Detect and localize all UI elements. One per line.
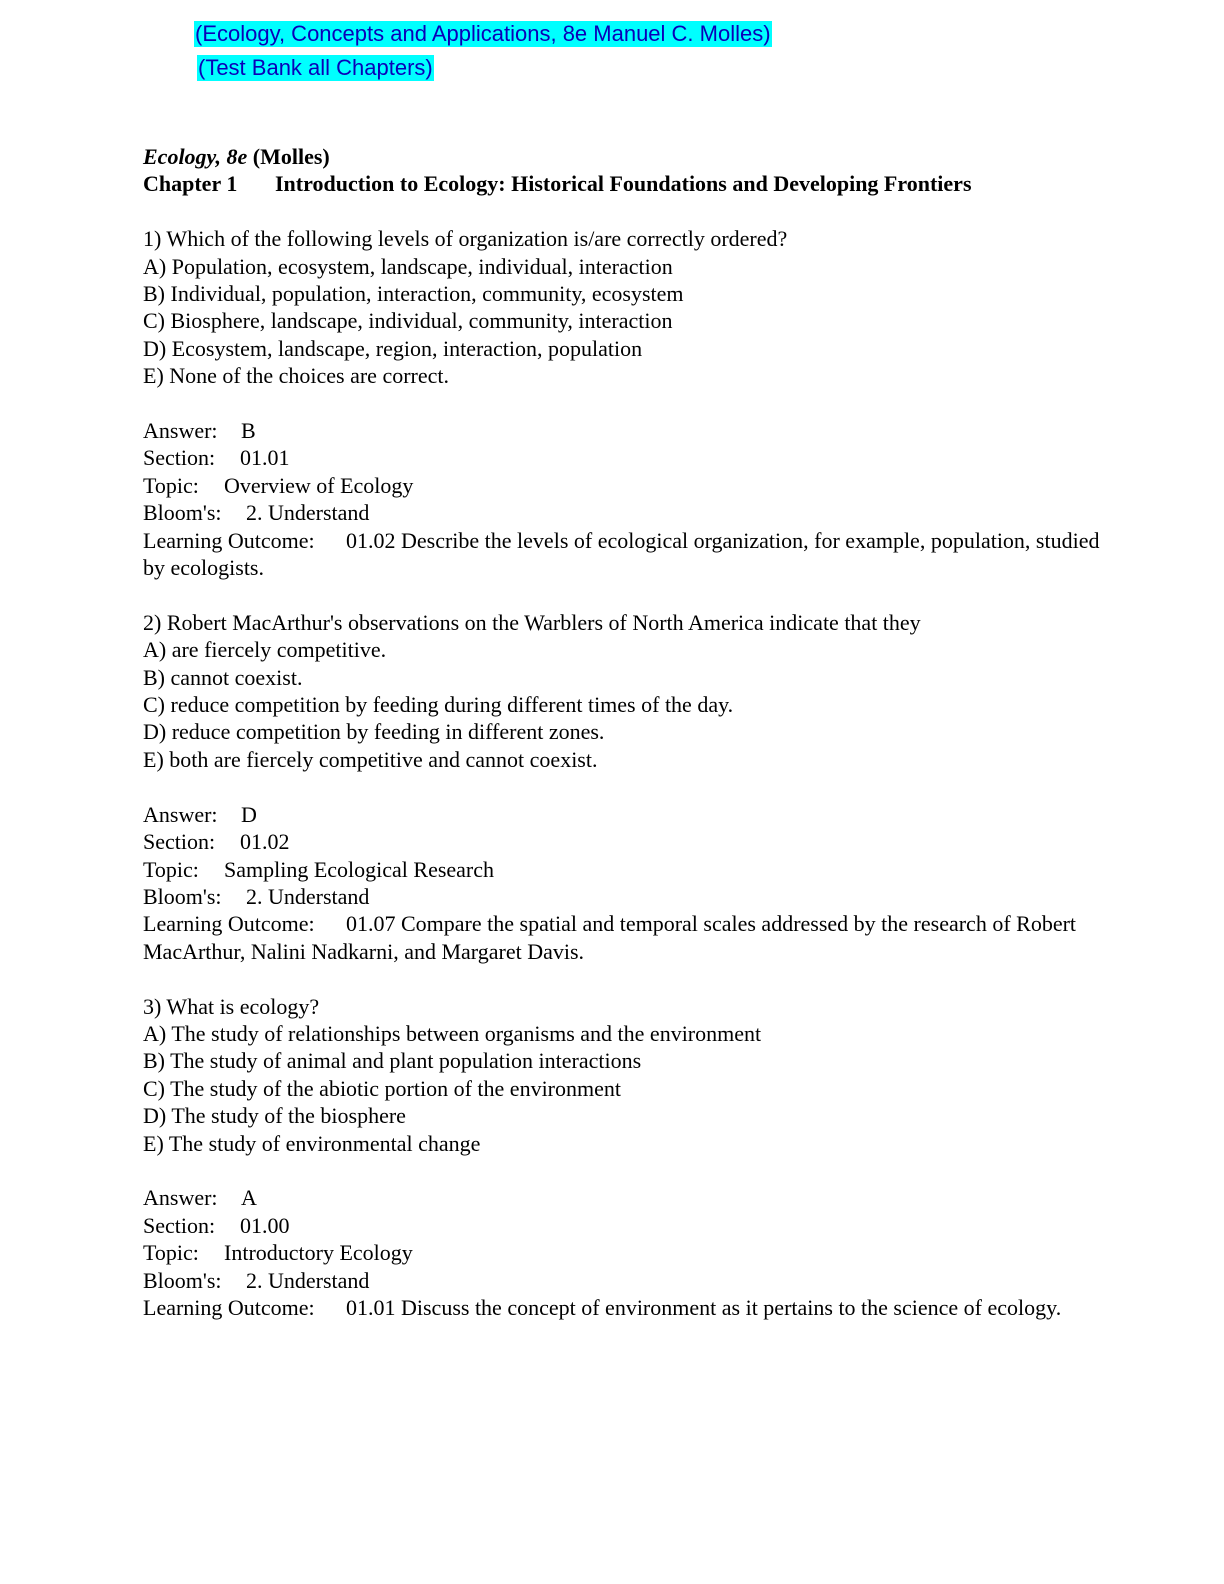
section-line <box>143 828 1103 855</box>
learning-outcome-value: 01.07 Compare the spatial and temporal scales addressed by the research of Robert MacArthur, Nalini Nadkarni, and Margaret Davis. <box>143 911 1077 964</box>
learning-outcome-value: 01.02 Describe the levels of ecological organization, for example, population, studied by ecologists. <box>143 527 1100 581</box>
question-block <box>143 609 1103 965</box>
blooms-line <box>143 499 1103 526</box>
document-body <box>143 143 1103 1321</box>
learning-outcome-label: Learning Outcome: <box>143 527 315 553</box>
answer-choice: B) Individual, population, interaction, community, ecosystem <box>143 281 684 307</box>
learning-outcome-label: Learning Outcome: <box>143 1294 315 1320</box>
answer-choice: A) are fiercely competitive. <box>143 637 387 663</box>
blooms-label: Bloom's: <box>143 1267 222 1293</box>
blooms-label: Bloom's: <box>143 500 222 526</box>
learning-outcome-label: Learning Outcome: <box>143 911 315 937</box>
blooms-value: 2. Understand <box>246 500 370 526</box>
topic-value: Introductory Ecology <box>224 1240 413 1266</box>
question-text: 2) Robert MacArthur's observations on the Warblers of North America indicate that they <box>143 609 921 635</box>
answer-choice: D) reduce competition by feeding in different zones. <box>143 719 605 745</box>
answer-choice: A) Population, ecosystem, landscape, individual, interaction <box>143 253 673 279</box>
answer-choice: C) The study of the abiotic portion of the environment <box>143 1075 621 1101</box>
answer-line <box>143 1184 1103 1211</box>
answer-line <box>143 801 1103 828</box>
answer-value: B <box>241 418 256 444</box>
answer-choice: C) Biosphere, landscape, individual, community, interaction <box>143 308 673 334</box>
topic-label: Topic: <box>143 1240 199 1266</box>
learning-outcome-value: 01.01 Discuss the concept of environment as it pertains to the science of ecology. <box>346 1294 1062 1320</box>
book-title: Ecology, 8e <box>143 144 248 169</box>
question-text: 3) What is ecology? <box>143 993 320 1019</box>
blooms-line <box>143 1267 1103 1294</box>
section-label: Section: <box>143 1212 216 1238</box>
book-author: (Molles) <box>252 144 330 169</box>
section-value: 01.00 <box>240 1212 290 1238</box>
highlighted-header-title: (Ecology, Concepts and Applications, 8e Manuel C. Molles) <box>195 21 771 46</box>
answer-choice: E) both are fiercely competitive and cannot coexist. <box>143 746 598 772</box>
topic-line <box>143 1239 1103 1266</box>
question-block <box>143 225 1103 581</box>
answer-choice: D) Ecosystem, landscape, region, interaction, population <box>143 335 643 361</box>
answer-choice: C) reduce competition by feeding during different times of the day. <box>143 692 734 718</box>
topic-value: Sampling Ecological Research <box>224 856 495 882</box>
chapter-title: Introduction to Ecology: Historical Foundations and Developing Frontiers <box>275 171 972 197</box>
question-block <box>143 993 1103 1322</box>
topic-line <box>143 856 1103 883</box>
learning-outcome-line <box>143 527 1103 582</box>
answer-label: Answer: <box>143 418 218 444</box>
blooms-line <box>143 883 1103 910</box>
topic-label: Topic: <box>143 472 199 498</box>
answer-choice: E) None of the choices are correct. <box>143 363 450 389</box>
answer-line <box>143 417 1103 444</box>
learning-outcome-line <box>143 1294 1103 1321</box>
answer-label: Answer: <box>143 801 218 827</box>
topic-value: Overview of Ecology <box>224 472 414 498</box>
section-value: 01.02 <box>240 829 290 855</box>
answer-choice: A) The study of relationships between organisms and the environment <box>143 1020 762 1046</box>
section-label: Section: <box>143 445 216 471</box>
answer-value: D <box>241 801 257 827</box>
learning-outcome-line <box>143 910 1103 965</box>
chapter-label: Chapter 1 <box>143 171 238 197</box>
answer-label: Answer: <box>143 1185 218 1211</box>
answer-value: A <box>241 1185 257 1211</box>
question-text: 1) Which of the following levels of organization is/are correctly ordered? <box>143 226 788 252</box>
answer-choice: E) The study of environmental change <box>143 1130 481 1156</box>
blooms-value: 2. Understand <box>246 883 370 909</box>
highlighted-header-subtitle: (Test Bank all Chapters) <box>198 55 433 80</box>
chapter-heading <box>143 170 1103 197</box>
blooms-value: 2. Understand <box>246 1267 370 1293</box>
answer-choice: D) The study of the biosphere <box>143 1103 406 1129</box>
topic-line <box>143 472 1103 499</box>
topic-label: Topic: <box>143 856 199 882</box>
blooms-label: Bloom's: <box>143 883 222 909</box>
section-line <box>143 1212 1103 1239</box>
section-line <box>143 444 1103 471</box>
book-title-line <box>143 143 1103 170</box>
section-label: Section: <box>143 829 216 855</box>
answer-choice: B) The study of animal and plant population interactions <box>143 1048 642 1074</box>
section-value: 01.01 <box>240 445 290 471</box>
answer-choice: B) cannot coexist. <box>143 664 303 690</box>
